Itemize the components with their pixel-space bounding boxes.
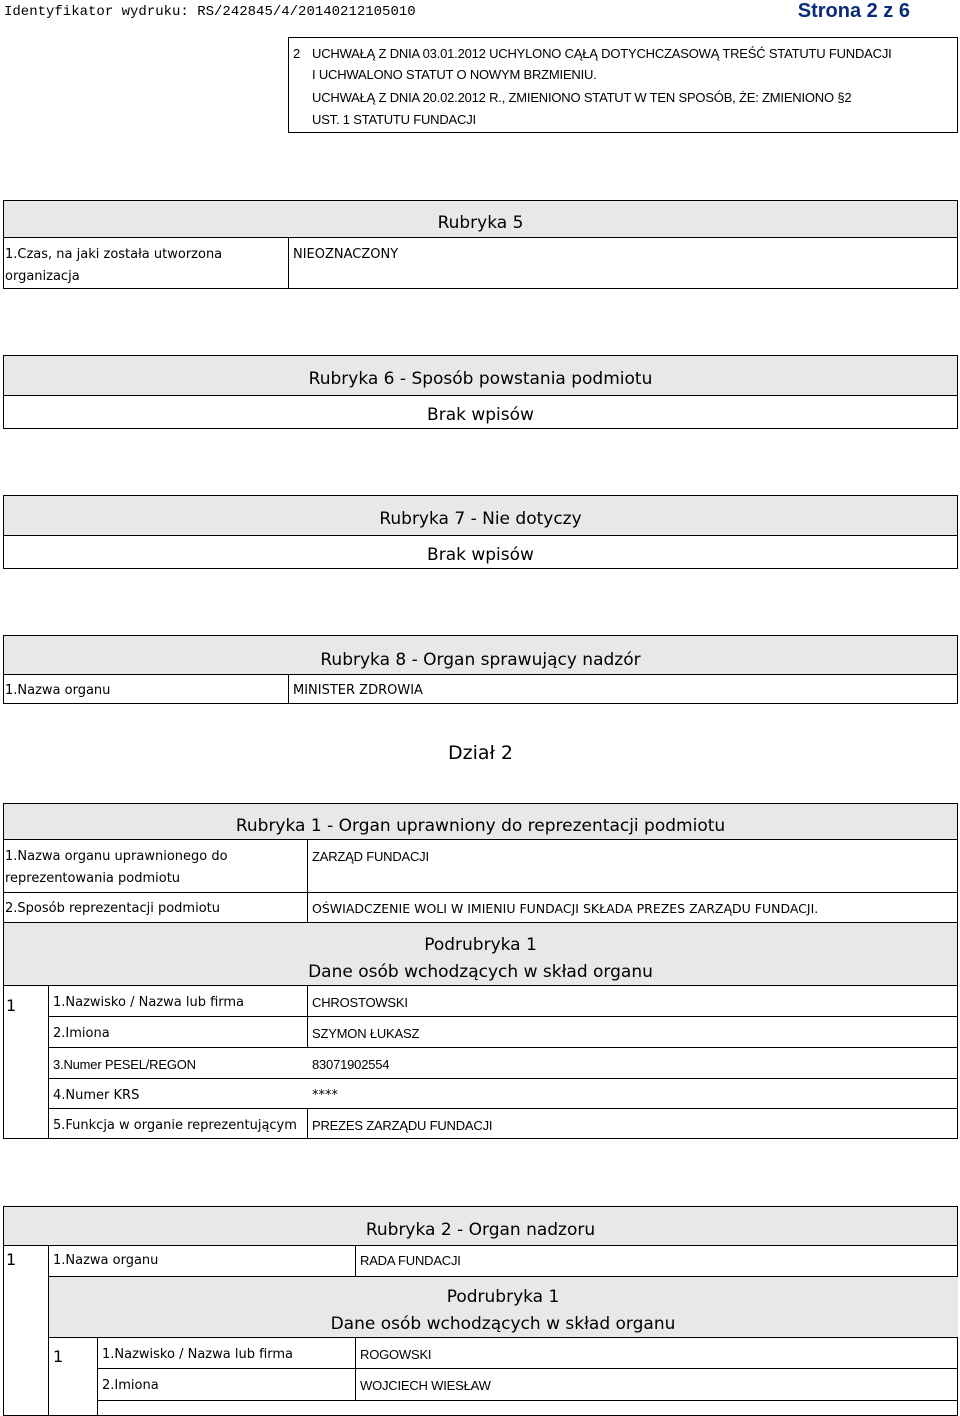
d2-field2-label: 2.Sposób reprezentacji podmiotu [5, 901, 220, 916]
d2-rubryka1-title: Rubryka 1 - Organ uprawniony do reprezentacji podmiotu [235, 816, 726, 836]
d2-field1-value: ZARZĄD FUNDACJI [312, 849, 429, 864]
d2-rubryka2-value: RADA FUNDACJI [360, 1253, 461, 1268]
rubryka5-value: NIEOZNACZONY [293, 247, 399, 262]
d2-rubryka2-sub-entry-number: 1 [53, 1347, 64, 1366]
print-identifier: Identyfikator wydruku: RS/242845/4/20140212105010 [4, 4, 416, 20]
d2-rubryka2-entry-number: 1 [6, 1250, 17, 1269]
d2-rubryka2-podrubryka-title: Podrubryka 1 [446, 1287, 560, 1307]
d2-person-value-4: **** [312, 1088, 338, 1103]
rubryka6-value: Brak wpisów [427, 405, 534, 425]
d2-person-value-2: SZYMON ŁUKASZ [312, 1026, 420, 1041]
rubryka8-value: MINISTER ZDROWIA [293, 683, 423, 698]
d2-person-label-1: 1.Nazwisko / Nazwa lub firma [53, 995, 245, 1010]
page-number: Strona 2 z 6 [797, 0, 910, 22]
d2-podrubryka1-subtitle: Dane osób wchodzących w skład organu [308, 962, 653, 982]
d2-rubryka2-podrubryka-subtitle: Dane osób wchodzących w skład organu [330, 1314, 676, 1334]
rubryka7-value: Brak wpisów [427, 545, 534, 565]
amendment-line-2: I UCHWALONO STATUT O NOWYM BRZMIENIU. [312, 67, 597, 82]
amendment-line-4: UST. 1 STATUTU FUNDACJI [312, 112, 476, 127]
rubryka8-title: Rubryka 8 - Organ sprawujący nadzór [320, 650, 641, 670]
d2-rubryka2-person-value-1: ROGOWSKI [360, 1347, 432, 1362]
d2-field1-label-1: 1.Nazwa organu uprawnionego do [5, 849, 228, 864]
d2-person-label-3: 3.Numer PESEL/REGON [53, 1057, 196, 1072]
d2-field1-label-2: reprezentowania podmiotu [5, 871, 181, 886]
rubryka6-title: Rubryka 6 - Sposób powstania podmiotu [308, 369, 653, 389]
d2-person-label-5: 5.Funkcja w organie reprezentującym [53, 1118, 297, 1133]
amendment-line-1: UCHWAŁĄ Z DNIA 03.01.2012 UCHYLONO CĄŁĄ DOTYCHCZASOWĄ TREŚĆ STATUTU FUNDACJI [312, 46, 892, 61]
amendment-line-3: UCHWAŁĄ Z DNIA 20.02.2012 R., ZMIENIONO STATUT W TEN SPOSÓB, ŻE: ZMIENIONO §2 [312, 90, 852, 105]
d2-field2-value: OŚWIADCZENIE WOLI W IMIENIU FUNDACJI SKŁADA PREZES ZARZĄDU FUNDACJI. [312, 901, 819, 916]
rubryka8-row [3, 674, 958, 704]
d2-rubryka2-title: Rubryka 2 - Organ nadzoru [365, 1220, 596, 1240]
d2-person-value-1: CHROSTOWSKI [312, 995, 408, 1010]
d2-person-label-4: 4.Numer KRS [53, 1088, 140, 1103]
rubryka5-row [3, 237, 958, 289]
rubryka7-title: Rubryka 7 - Nie dotyczy [379, 509, 582, 529]
d2-rubryka2-person-label-2: 2.Imiona [102, 1378, 159, 1393]
rubryka5-label-2: organizacja [5, 269, 80, 284]
d2-entry-number: 1 [6, 996, 17, 1015]
d2-person-value-5: PREZES ZARZĄDU FUNDACJI [312, 1118, 493, 1133]
rubryka8-label: 1.Nazwa organu [5, 683, 111, 698]
d2-rubryka2-label: 1.Nazwa organu [53, 1253, 159, 1268]
d2-rubryka2-person-label-1: 1.Nazwisko / Nazwa lub firma [102, 1347, 294, 1362]
d2-rubryka2-person-value-2: WOJCIECH WIESŁAW [360, 1378, 491, 1393]
d2-person-value-3: 83071902554 [312, 1057, 390, 1072]
amendment-number: 2 [293, 46, 301, 61]
rubryka5-label-1: 1.Czas, na jaki została utworzona [5, 247, 223, 262]
rubryka5-title: Rubryka 5 [437, 213, 524, 233]
d2-person-label-2: 2.Imiona [53, 1026, 110, 1041]
d2-podrubryka1-title: Podrubryka 1 [424, 935, 537, 955]
section-title: Dział 2 [447, 742, 514, 764]
